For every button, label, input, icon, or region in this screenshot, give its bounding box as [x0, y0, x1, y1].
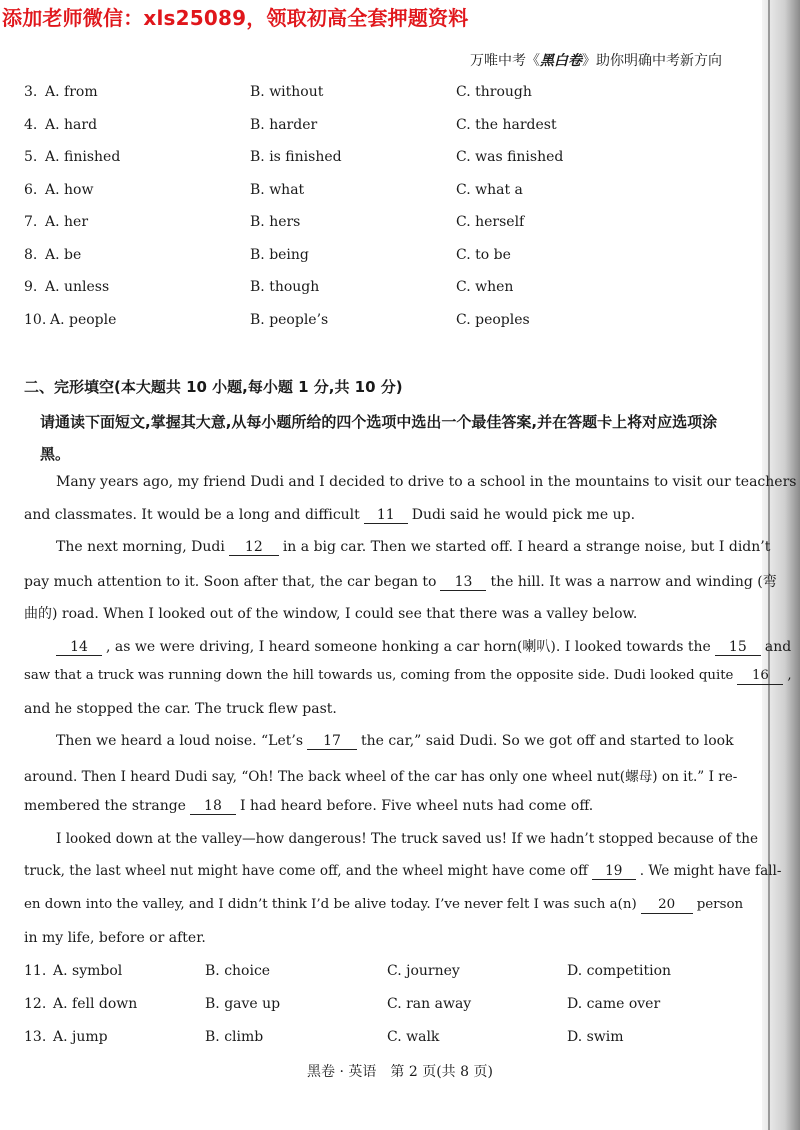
passage-line: Many years ago, my friend Dudi and I decided to drive to a school in the mountains to visit our teachers — [56, 474, 797, 490]
question-number: 12. — [24, 996, 47, 1012]
passage-text: membered the strange — [24, 798, 186, 814]
passage-text: Then we heard a loud noise. “Let’s — [56, 733, 304, 749]
question-number: 3. — [24, 84, 38, 100]
passage-text: The next morning, Dudi — [56, 539, 225, 555]
header-brand: 黑白卷 — [540, 53, 582, 69]
option-row — [0, 963, 800, 987]
passage-text: I had heard before. Five wheel nuts had come off. — [239, 798, 594, 814]
option-b: B. without — [250, 84, 324, 100]
option-d: D. came over — [567, 996, 661, 1012]
option-row — [0, 149, 800, 173]
blank-15: 15 — [715, 639, 761, 656]
option-c: C. journey — [387, 963, 460, 979]
passage-line: around. Then I heard Dudi say, “Oh! The back wheel of the car has only one wheel nut(螺母) on it.” I re- — [24, 769, 738, 785]
option-d: D. competition — [567, 963, 672, 979]
option-row — [0, 117, 800, 141]
option-a: A. symbol — [53, 963, 123, 979]
blank-16: 16 — [737, 668, 783, 685]
option-row — [0, 1029, 800, 1053]
blank-20: 20 — [641, 897, 693, 914]
option-b: B. though — [250, 279, 320, 295]
blank-18: 18 — [190, 798, 236, 815]
option-row — [0, 247, 800, 271]
option-c: C. herself — [456, 214, 525, 230]
option-b: B. hers — [250, 214, 301, 230]
option-b: B. what — [250, 182, 305, 198]
page-footer: 黑卷 · 英语 第 2 页(共 8 页) — [307, 1064, 493, 1080]
option-a: A. from — [45, 84, 98, 100]
option-b: B. harder — [250, 117, 318, 133]
page-header — [470, 50, 722, 70]
passage-text: in a big car. Then we started off. I heard a strange noise, but I didn’t — [282, 539, 771, 555]
passage-line — [56, 636, 791, 656]
question-number: 5. — [24, 149, 38, 165]
option-a: A. hard — [45, 117, 98, 133]
passage-text: the hill. It was a narrow and winding (弯 — [490, 574, 777, 590]
option-c: C. what a — [456, 182, 523, 198]
option-a: A. her — [45, 214, 89, 230]
option-c: C. through — [456, 84, 532, 100]
passage-line — [24, 798, 593, 815]
passage-line — [24, 668, 792, 685]
blank-19: 19 — [592, 863, 636, 880]
option-a: A. be — [45, 247, 82, 263]
option-d: D. swim — [567, 1029, 624, 1045]
option-c: C. peoples — [456, 312, 530, 328]
option-row — [0, 996, 800, 1020]
option-c: C. the hardest — [456, 117, 557, 133]
section-title: 二、完形填空(本大题共 10 小题,每小题 1 分,共 10 分) — [24, 378, 403, 396]
question-number: 10. — [24, 312, 47, 328]
option-b: B. choice — [205, 963, 271, 979]
question-number: 8. — [24, 247, 38, 263]
passage-line: and he stopped the car. The truck flew past. — [24, 701, 337, 717]
question-number: 11. — [24, 963, 47, 979]
blank-14: 14 — [56, 639, 102, 656]
question-number: 6. — [24, 182, 38, 198]
option-c: C. walk — [387, 1029, 440, 1045]
option-a: A. jump — [53, 1029, 108, 1045]
option-b: B. climb — [205, 1029, 264, 1045]
blank-17: 17 — [307, 733, 357, 750]
passage-text: pay much attention to it. Soon after that, the car began to — [24, 574, 437, 590]
option-row — [0, 214, 800, 238]
passage-line — [24, 507, 635, 524]
question-number: 7. — [24, 214, 38, 230]
watermark-text: 添加老师微信：xls25089，领取初高全套押题资料 — [2, 6, 469, 30]
option-c: C. was finished — [456, 149, 564, 165]
option-c: C. when — [456, 279, 514, 295]
passage-text: person — [696, 897, 744, 912]
option-row — [0, 279, 800, 303]
passage-text: . We might have fall- — [639, 863, 782, 879]
blank-11: 11 — [364, 507, 408, 524]
passage-text: and — [764, 639, 792, 655]
question-number: 13. — [24, 1029, 47, 1045]
option-c: C. ran away — [387, 996, 472, 1012]
option-row — [0, 182, 800, 206]
option-b: B. gave up — [205, 996, 281, 1012]
passage-line — [56, 733, 734, 750]
passage-line: 曲的) road. When I looked out of the window, I could see that there was a valley below. — [24, 606, 638, 622]
option-row — [0, 84, 800, 108]
blank-12: 12 — [229, 539, 279, 556]
passage-text: and classmates. It would be a long and difficult — [24, 507, 360, 523]
passage-text: the car,” said Dudi. So we got off and started to look — [361, 733, 734, 749]
option-a: A. fell down — [53, 996, 138, 1012]
option-c: C. to be — [456, 247, 511, 263]
passage-line — [24, 571, 777, 591]
passage-text: , — [787, 668, 792, 683]
option-a: A. how — [45, 182, 94, 198]
passage-line: I looked down at the valley—how dangerous! The truck saved us! If we hadn’t stopped because of the — [56, 831, 758, 847]
passage-text: saw that a truck was running down the hill towards us, coming from the opposite side. Dudi looked quite — [24, 668, 734, 683]
blank-13: 13 — [440, 574, 486, 591]
passage-line: in my life, before or after. — [24, 930, 206, 946]
passage-text: Dudi said he would pick me up. — [411, 507, 636, 523]
option-b: B. being — [250, 247, 309, 263]
option-row — [0, 312, 800, 336]
passage-text: , as we were driving, I heard someone honking a car horn(喇叭). I looked towards the — [106, 639, 711, 655]
passage-text: truck, the last wheel nut might have come off, and the wheel might have come off — [24, 863, 588, 879]
passage-text: en down into the valley, and I didn’t think I’d be alive today. I’ve never felt I was such a(n) — [24, 897, 637, 912]
option-b: B. people’s — [250, 312, 329, 328]
passage-line — [56, 539, 770, 556]
option-a: A. finished — [45, 149, 121, 165]
passage-line — [24, 863, 781, 880]
header-post: 》助你明确中考新方向 — [582, 53, 722, 69]
header-pre: 万唯中考《 — [470, 53, 540, 69]
passage-line — [24, 897, 743, 914]
option-a: A. unless — [45, 279, 110, 295]
option-a: A. people — [50, 312, 117, 328]
section-instruction: 请通读下面短文,掌握其大意,从每小题所给的四个选项中选出一个最佳答案,并在答题卡上将对应选项涂黑。 — [40, 413, 718, 463]
option-b: B. is finished — [250, 149, 342, 165]
question-number: 4. — [24, 117, 38, 133]
question-number: 9. — [24, 279, 38, 295]
